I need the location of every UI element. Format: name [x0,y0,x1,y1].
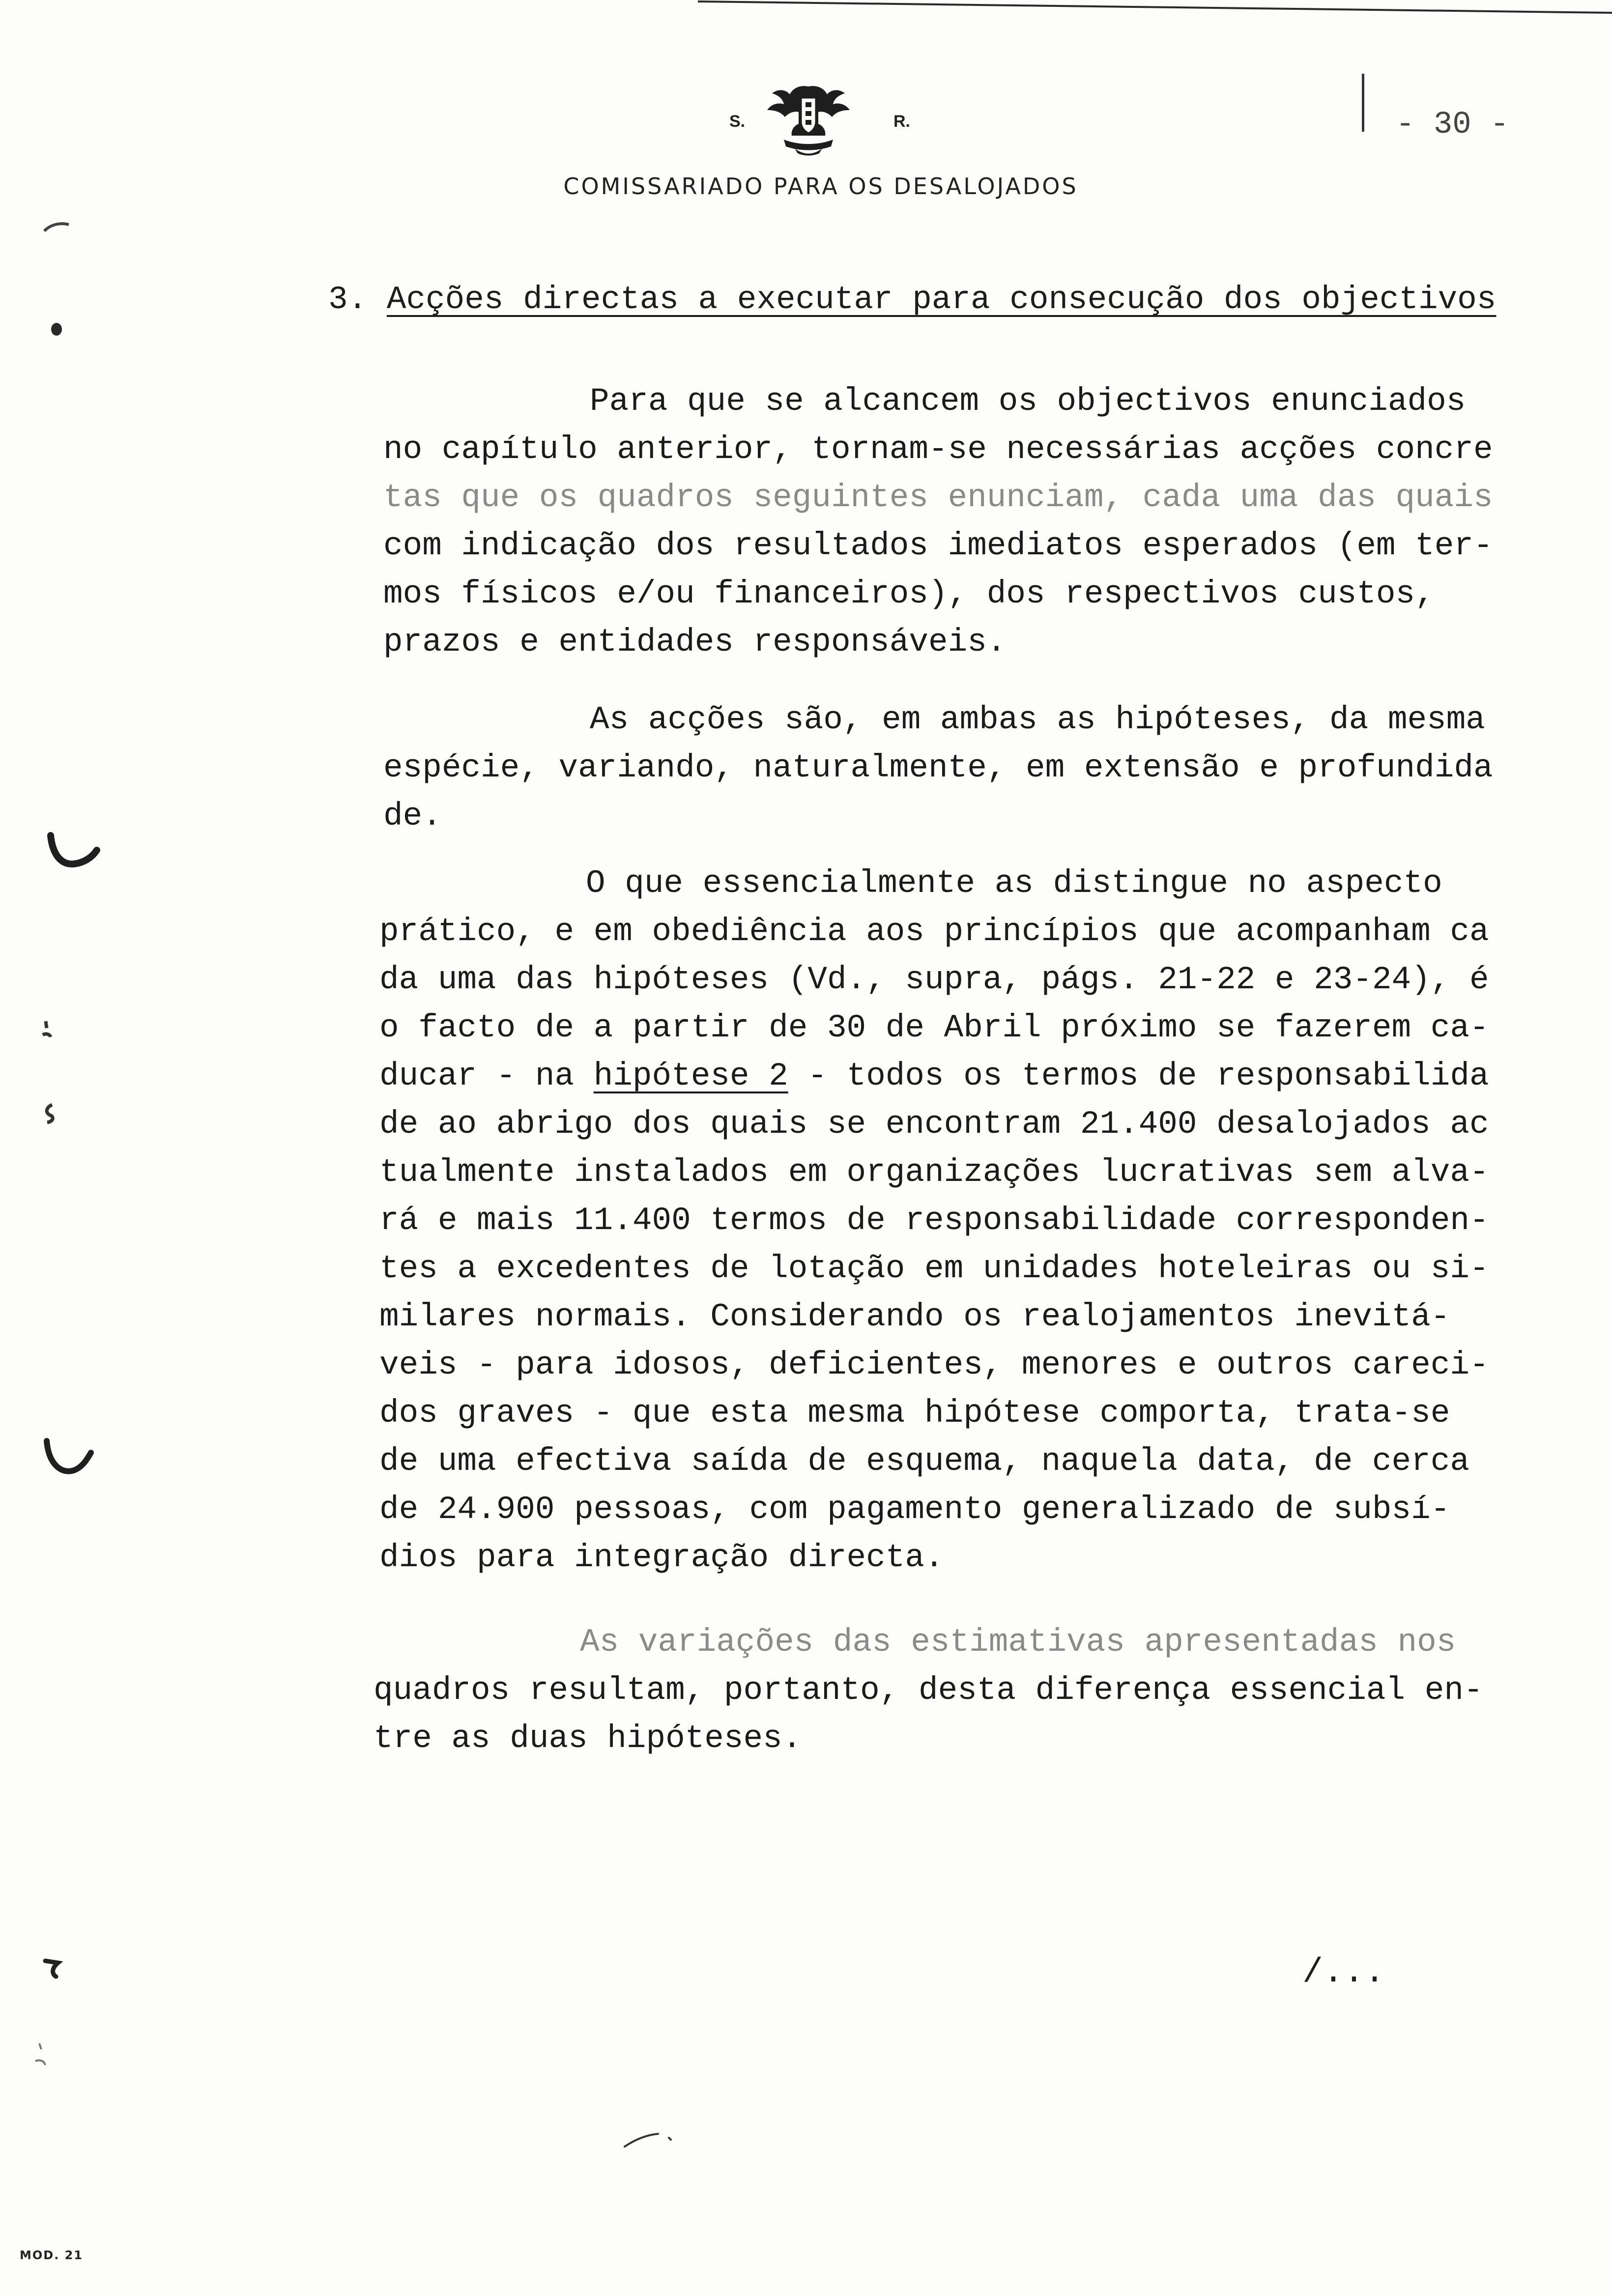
text-line: de. [383,798,442,834]
text-line: tualmente instalados em organizações lucrativas sem alva- [379,1154,1489,1191]
text-line: de 24.900 pessoas, com pagamento generalizado de subsí- [379,1491,1450,1528]
scan-mark [30,2039,50,2069]
text-line: dios para integração directa. [379,1539,944,1576]
text-line: quadros resultam, portanto, desta diferença essencial en- [374,1672,1483,1709]
section-number: 3. [328,281,368,318]
text-line: As variações das estimativas apresentadas nos [580,1624,1456,1661]
text-line: prazos e entidades responsáveis. [383,624,1007,660]
scan-mark [42,219,71,238]
top-edge-rule [698,0,1612,18]
text-line: tre as duas hipóteses. [374,1720,802,1757]
text-run: - na [477,1058,594,1094]
header-right-letter: R. [893,112,910,131]
text-line: da uma das hipóteses (Vd., supra, págs. 21-22 e 23-24), é [379,961,1489,998]
text-line: o facto de a partir de 30 de Abril próximo se fazerem ca- [379,1009,1489,1046]
scan-mark [39,1101,59,1125]
paragraph-4 [374,1618,1553,1763]
text-run: ducar [379,1058,477,1094]
text-run: - todos os termos de responsabilida [788,1058,1489,1094]
paragraph-1 [383,377,1563,666]
form-code: MOD. 21 [20,2248,84,2262]
margin-bar [1362,74,1364,132]
scan-mark [622,2128,681,2152]
text-line [379,1052,1559,1100]
text-line: O que essencialmente as distingue no aspecto [586,865,1442,902]
paragraph-2 [383,696,1563,840]
text-line: no capítulo anterior, tornam-se necessárias acções concre [383,431,1493,468]
scan-mark [47,318,66,338]
text-line: tas que os quadros seguintes enunciam, cada uma das quais [383,479,1493,516]
text-line: rá e mais 11.400 termos de responsabilidade corresponden- [379,1202,1489,1239]
text-line: prático, e em obediência aos princípios que acompanham ca [379,913,1489,950]
text-line: espécie, variando, naturalmente, em extensão e profundida [383,749,1493,786]
scan-mark [39,1956,64,1980]
scan-mark [42,1435,96,1484]
scan-mark [47,831,101,875]
text-line: dos graves - que esta mesma hipótese comporta, trata-se [379,1395,1450,1432]
text-line: tes a excedentes de lotação em unidades hoteleiras ou si- [379,1250,1489,1287]
text-line: Para que se alcancem os objectivos enunciados [590,383,1466,420]
hypothesis-reference: hipótese 2 [593,1058,788,1094]
organization-name: COMISSARIADO PARA OS DESALOJADOS [563,173,1078,200]
header-left-letter: S. [729,112,746,131]
text-line: veis - para idosos, deficientes, menores e outros careci- [379,1347,1489,1383]
section-heading [328,278,1496,322]
page-number: - 30 - [1396,107,1509,143]
text-line: As acções são, em ambas as hipóteses, da mesma [590,701,1485,738]
paragraph-3 [379,860,1559,1582]
text-line: com indicação dos resultados imediatos esperados (em ter- [383,527,1493,564]
text-line: mos físicos e/ou financeiros), dos respectivos custos, [383,575,1435,612]
text-line: de ao abrigo dos quais se encontram 21.400 desalojados ac [379,1106,1489,1143]
scan-mark [37,1017,57,1042]
continuation-mark: /... [1302,1953,1385,1992]
coat-of-arms-icon [764,83,853,156]
text-line: milares normais. Considerando os realojamentos inevitá- [379,1298,1450,1335]
text-line: de uma efectiva saída de esquema, naquela data, de cerca [379,1443,1469,1480]
section-title: Acções directas a executar para consecução dos objectivos [386,281,1497,318]
